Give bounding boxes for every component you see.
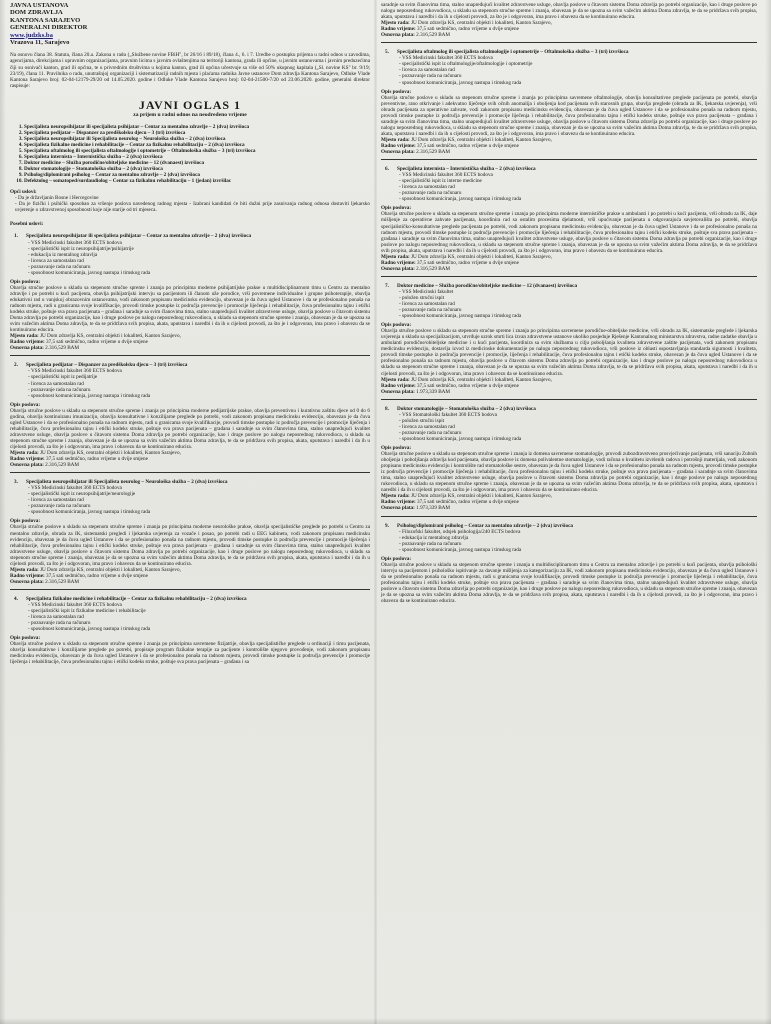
requirement: - poznavanje rada na računaru (28, 503, 370, 509)
value-hours: 37,5 sati sedmično, radno vrijeme u dvije smjene (417, 142, 519, 149)
right-edge-shadow (765, 0, 771, 1024)
job-description: Obavlja stručne poslove u skladu sa stepenom stručne spreme i znanja po principima moderne pedijatrijske prakse, obavlja preventivnu i kurativnu zaštitu djece od 0 do 6 godina, obavlja kontinuiranu imunizaciju, obavlja konsultativne i konzilijarne preglede po potrebi, vodi zakonom propisanu medicinsku evidenciju, obavezan je da čuva ugled Ustanove i da se profesionalno ponaša na radnom mjestu, radi u granicama svoje kvalifikacije, provodi timske postupke iz područja prevencije i promocije liječenja i rehabilitacije, čuva profesionalnu tajnu i etički kodeks struke, poštuje sva prava pacijenata – građana i saradnje sa svim članovima tima, stalno unapređujući kvalitet zdravstvene usluge, obavlja poslove u čitavom sistemu Doma zdravlja po potrebi organizacije, kao i druge poslove po nalogu neposrednog rukovodioca, u skladu sa stepenom stručne spreme i znanja, obavezan je da se upozna sa svim važećim aktima Doma zdravlja, te da se pridržava svih propisa, akata, uputstava i naredbi i da ih u cijelosti provodi, za što je i odgovoran, ima pravo i obavezu da se kontinuirano educira. (10, 407, 370, 450)
job-salary (381, 266, 757, 272)
divider (10, 589, 370, 590)
label-salary: Osnovna plata: (10, 578, 44, 585)
label-salary: Osnovna plata: (10, 462, 44, 469)
job-description-heading: Opis poslova: (10, 278, 41, 285)
label-location: Mjesto rada: (10, 450, 39, 457)
label-salary: Osnovna plata: (381, 505, 415, 512)
divider (381, 276, 757, 277)
value-salary: 1.973,339 BAM (416, 505, 451, 512)
position-item: 1. Specijalista neuropsihijatar ili specijalista psihijatar – Centar za mentalno zdravlje – 2 (dva) izvršioca (24, 124, 370, 130)
left-column (10, 2, 370, 665)
divider (381, 399, 757, 400)
job-number: 2. (14, 362, 18, 369)
employer-header (10, 2, 370, 46)
job-item-9 (381, 523, 757, 605)
requirement: - edukacija iz mentalnog zdravlja (28, 252, 370, 258)
job-description: Obavlja stručne poslove u skladu sa stepenom stručne spreme i znanja po principima savremene oftalmologije, obavlja konsultativne preglede pacijenata po potrebi, obavlja preventivne, rano otkrivanje i adekvatno liječenje svih očnih anomalija i oboljenja kod pacijenata svih starosnih grupa, obavlja preglede (obrada za IK, ljekarska uvjerenja), vrši obradu pacijenata za operativne zahvate, vodi zakonom propisanu medicinsku evidenciju, obavezan je da čuva ugled Ustanove i da se profesionalno ponaša na radnom mjestu, provodi timske postupke iz područja prevencije i promocije liječenja i rehabilitacije, čuva profesionalnu tajnu i etički kodeks struke, poštuje sva prava pacijenata – građana i saradnje sa svim članovima tima, stalno unapređujući kvalitet zdravstvene usluge, obavlja poslove u čitavom sistemu Doma zdravlja po potrebi organizacije, kao i druge poslove po nalogu neposrednog rukovodioca, u skladu sa stepenom stručne spreme i znanja, obavezan je da se upozna sa svim važećim aktima Doma zdravlja, te da se pridržava svih propisa, akata, uputstava i naredbi i da ih u cijelosti provodi, za što je i odgovoran, ima pravo i obavezu da se kontinuirano educira. (381, 94, 757, 137)
special-conditions-heading: Posebni uslovi: (10, 221, 44, 228)
value-salary: 2.316,529 BAM (416, 265, 451, 272)
job-item-8 (381, 406, 757, 517)
job-salary (10, 462, 370, 468)
value-hours: 37,5 sati sedmično, radno vrijeme u dvije smjene (46, 456, 148, 463)
requirement: - poznavanje rada na računaru (28, 387, 370, 393)
job-title-text: Specijalista neuropsihijatar ili specijalista psihijatar – Centar za mentalno zdravlje – 2 (dva) izvršioca (26, 233, 252, 240)
label-location: Mjesto rada: (10, 566, 39, 573)
value-salary: 2.316,529 BAM (45, 578, 80, 585)
value-salary: 1.973,339 BAM (416, 388, 451, 395)
label-hours: Radno vrijeme: (381, 382, 416, 389)
job-description: Obavlja stručne poslove u skladu sa stepenom stručne spreme i znanja iz domena savremene stomatologije, provodi zubozdravstveno prosvjećivanje pacijenata, vrši sanaciju Zubnih oboljenja i poboljšanja zdravlja kod pacijenata, obavlja poslove iz domena polivalentne stomatologije, vodi računa o kvalitetu izvršenih radova i potrošnji materijala, vodi zakonom propisanu medicinsku evidenciju i kontrolište rad stomatološke sestre, obavezan je da čuva ugled Ustanove i da se profesionalno ponaša na radnom mjestu, provodi timske postupke iz područja prevencije i promocije liječenja i rehabilitacije, čuva profesionalnu tajnu i etički kodeks struke, poštuje sva prava pacijenata – građana i saradnje sa svim članovima tima, stalno unapređujući kvalitet zdravstvene usluge, obavlja poslove u čitavom sistemu Doma zdravlja po potrebi organizacije, kao i druge poslove po nalogu neposrednog rukovodioca, u skladu sa stepenom stručne spreme i znanja, obavezan je da se upozna sa svim važećim aktima Doma zdravlja, te da se pridržava svih propisa, akata, uputstava i naredbi i da ih u cijelosti provodi, za što je i odgovoran, ima pravo i obavezu da se kontinuirano educira. (381, 451, 757, 494)
job-item-1 (10, 233, 370, 356)
value-location: JU Dom zdravlja KS, centralni objekti i lokaliteti, Kanton Sarajevo, (39, 566, 181, 573)
header-org-1: JAVNA USTANOVA (10, 2, 69, 9)
job-title-text: Specijalista pedijatar – Dispanzer za predškolsku djecu – 3 (tri) izvršioca (26, 362, 188, 369)
value-location: JU Dom zdravlja KS, centralni objekti i lokaliteti, Kanton Sarajevo, (39, 333, 181, 340)
requirement: - specijalistički ispit iz interne medicine (399, 178, 757, 184)
label-hours: Radno vrijeme: (381, 26, 416, 33)
divider (381, 159, 757, 160)
left-edge-shadow (0, 0, 6, 1024)
value-location: JU Dom zdravlja KS, centralni objekti i lokaliteti, Kanton Sarajevo, (410, 376, 552, 383)
value-location: JU Dom zdravlja KS, centralni objekti i lokaliteti, Kanton Sarajevo, (410, 20, 552, 27)
label-hours: Radno vrijeme: (10, 339, 45, 346)
requirement: - licenca za samostalan rad (28, 381, 370, 387)
label-hours: Radno vrijeme: (10, 572, 45, 579)
job-salary (381, 389, 757, 395)
positions-list (10, 124, 370, 184)
value-salary: 2.316,529 BAM (45, 462, 80, 469)
job-description-heading: Opis poslova: (381, 88, 412, 95)
requirement: - VSS Medicinski fakultet 360 ECTS bodova (28, 368, 370, 374)
label-location: Mjesto rada: (381, 253, 410, 260)
label-salary: Osnovna plata: (381, 388, 415, 395)
bottom-edge-shadow (0, 1018, 771, 1024)
label-salary: Osnovna plata: (381, 32, 415, 39)
value-salary: 2.316,529 BAM (416, 149, 451, 156)
job-requirements (399, 172, 757, 202)
job-requirements (399, 55, 757, 85)
label-location: Mjesto rada: (381, 20, 410, 27)
requirement: - VSS Medicinski fakultet 360 ECTS bodova (28, 602, 370, 608)
label-hours: Radno vrijeme: (10, 456, 45, 463)
requirement: - specijalistički ispit iz fizikalne medicine i rehabilitacije (28, 608, 370, 614)
job-title-text: Specijalista neuropsihijatar ili Specijalista neurolog – Neurološka služba – 2 (dva) izvršioca (26, 479, 228, 486)
job-requirements (28, 368, 370, 398)
general-conditions-heading: Opći uslovi: (10, 189, 37, 196)
requirement: - sposobnost komuniciranja, javnog nastupa i timskog rada (399, 80, 757, 86)
value-location: JU Dom zdravlja KS, centralni objekti i lokaliteti, Kanton Sarajevo, (410, 136, 552, 143)
divider (10, 472, 370, 473)
value-hours: 37,5 sati sedmično, radno vrijeme u dvije smjene (417, 26, 519, 33)
job-number: 1. (14, 233, 18, 240)
job-description-heading: Opis poslova: (10, 401, 41, 408)
divider (381, 516, 757, 517)
job-requirements (399, 412, 757, 442)
divider (381, 42, 757, 43)
requirement: - sposobnost komuniciranja, javnog nastupa i timskog rada (28, 393, 370, 399)
position-item: 7. Doktor medicine – Služba porodične/obiteljske medicine – 12 (dvanaest) izvršioca (24, 160, 370, 166)
job-item-3 (10, 479, 370, 590)
general-condition: - Da je fizički i psihički sposoban za vršenje poslova navedenog radnog mjesta - Izabrani kandidati će biti dužni prije zasnivanja radnog odnosa dostaviti ljekarsko uvjerenje o zdravstvenoj sposobnosti koje nije starije od tri mjeseca. (15, 201, 370, 213)
job-salary (381, 32, 757, 38)
job-description-heading: Opis poslova: (381, 322, 412, 329)
requirement: - VSS Medicinski fakultet 360 ECTS bodova (399, 55, 757, 61)
requirement: - sposobnost komuniciranja, javnog nastupa i timskog rada (28, 509, 370, 515)
right-column (381, 2, 757, 604)
job-title-text: Specijalista oftalmolog ili specijalista oftalmologije i optometrije – Oftalmološka služba – 3 (tri) izvršioca (397, 49, 629, 56)
position-item: 6. Specijalista internista – Internistička služba – 2 (dva) izvršioca (24, 154, 370, 160)
job-description: Obavlja stručne poslove u skladu sa stepenom stručne spreme i znanja po principima savremene fizijatrije, obavlja specijalističke preglede u ordinaciji i timu pacijenata, obavlja konsultativne i konzilijarne preglede po potrebi, propisuje program fizikalne terapije za pacijente i kontrolište njegovo provođenje, vodi zakonom propisanu medicinsku evidenciju, obavezan je da čuva ugled Ustanove i da se profesionalno ponaša na radnom mjestu, provodi timske postupke iz područja prevencije i promocije liječenja i rehabilitacije, čuva profesionalnu tajnu i etički kodeks struke, poštuje sva prava pacijenata – građana i sa (10, 641, 370, 666)
label-salary: Osnovna plata: (381, 265, 415, 272)
job-description: Obavlja stručne poslove u skladu sa stepenom stručne spreme i znanja po principima moderne neurološke prakse, obavlja specijalističke preglede po potrebi u Centru za mentalno zdravlje, obrada za IK, sistematski pregledi i ljekarska uvjerenja za vozače i posao, po potrebi radi u EEG kabinetu, vodi zakonom propisanu medicinsku evidenciju, obavezan je da čuva ugled Ustanove i da se profesionalno ponaša na radnom mjestu, provodi timske postupke iz područja prevencije i promocije liječenja i rehabilitacije, čuva profesionalnu tajnu i etički kodeks struke, poštuje sva prava pacijenata – građana i saradnje sa svim članovima tima, stalno unapređujući kvalitet zdravstvene usluge, obavlja poslove u čitavom sistemu Doma zdravlja po potrebi organizacije, kao i druge poslove po nalogu neposrednog rukovodioca, u skladu sa stepenom stručne spreme i znanja, obavezan je da se upozna sa svim važećim aktima Doma zdravlja, te da se pridržava svih propisa, akata, uputstava i naredbi i da ih u cijelosti provodi, za što je i odgovoran, ima pravo i obavezu da se kontinuirano educira. (10, 524, 370, 567)
value-hours: 37,5 sati sedmično, radno vrijeme u dvije smjene (417, 499, 519, 506)
requirement: - specijalistički ispit iz neuropsihijatrije/neurologije (28, 491, 370, 497)
header-org-3: KANTONA SARAJEVO (10, 16, 81, 24)
job-number: 9. (385, 522, 389, 529)
requirement: - VSS Medicinski fakultet 360 ECTS bodova (28, 240, 370, 246)
requirement: - VSS Stomatološki fakultet 360 ECTS bodova (399, 412, 757, 418)
requirement: - licenca za samostalan rad (399, 67, 757, 73)
title-block (10, 99, 370, 118)
requirement: - licenca za samostalan rad (399, 424, 757, 430)
job-item-6 (381, 166, 757, 277)
job-title-text: Doktor stomatologije – Stomatološka služba – 2 (dva) izvršioca (397, 405, 536, 412)
job-description-heading: Opis poslova: (381, 445, 412, 451)
position-item: 5. Specijalista oftalmolog ili specijalista oftalmologije i optometrije – Oftalmološka služba – 3 (tri) izvršioca (24, 148, 370, 154)
job-title-text: Psiholog/diplomirani psiholog – Centar za mentalno zdravlje – 2 (dva) izvršioca (397, 522, 573, 529)
requirement: - licenca za samostalan rad (399, 184, 757, 190)
value-hours: 37,5 sati sedmično, radno vrijeme u dvije smjene (417, 259, 519, 266)
value-hours: 37,5 sati sedmično, radno vrijeme u dvije smjene (46, 339, 148, 346)
value-location: JU Dom zdravlja KS, centralni objekti i lokaliteti, Kanton Sarajevo, (410, 493, 552, 500)
job-item-5 (381, 49, 757, 160)
job-title-text: Specijalista internista – Internistička služba – 2 (dva) izvršioca (397, 166, 536, 173)
job-number: 5. (385, 49, 389, 56)
page-fold (374, 0, 377, 1024)
job-description: Obavlja stručne poslove u skladu sa stepenom stručne spreme i znanja po principima savremene porodične-obiteljske medicine, vrši obradu za IK, sistematske preglede i ljekarska uvjerenja u skladu sa specijalizacijom, utvrđuje uzrok smrti lica izvan zdravstvene ustanove ukoliko posjeduje Rješenje Kantonalnog ministarstva zdravstva, radne zadatke obavlja u ambulanti porodične/obiteljske medicine i u kući pacijenta, koordinira sa svim službama u cilju poboljšanja kvaliteta zdravstvene zaštite pacijenata, vodi zakonom propisanu medicinsku evidenciju, dostavlja izvod iz medicinske dokumentacije po nalogu neposrednog rukovodioca, vrši poslove iz oblasti uspostavljanja standarda sigurnosti i kvaliteta, provodi timske postupke iz područja prevencije i promocije, liječenja i rehabilitacije, čuva profesionalnu tajnu i etički kodeks struke, obavezan je da čuva ugled Ustanove i da se profesionalno ponaša na radnom mjestu, obavlja poslove u čitavom sistemu Doma zdravlja po potrebi organizacije, kao i druge poslove po nalogu neposrednog rukovodioca u skladu sa stepenom stručne spreme i znanja, obavezan je da se upozna sa svim važećim aktima Doma zdravlja, te da se pridržava svih propisa, akata, uputstava i naredbi i da ih u cijelosti provodi, za što je i odgovoran, ima pravo i obavezu da se kontinuirano educira. (381, 328, 757, 377)
label-salary: Osnovna plata: (381, 149, 415, 156)
requirement: - poznavanje rada na računaru (28, 264, 370, 270)
job-description-heading: Opis poslova: (381, 205, 412, 212)
requirement: - specijalistički ispit iz oftalmologije/oftalmologije i optometrije (399, 61, 757, 67)
requirement: - specijalistički ispit iz pedijatrije (28, 374, 370, 380)
header-org-4: GENERALNI DIREKTOR (10, 24, 88, 32)
position-item: 10. Defektolog – somatoped/surdaudiolog – Centar za fizikalnu rehabilitaciju – 1 (jedan) izvršilac (24, 178, 370, 184)
requirement: - licenca za samostalan rad (28, 497, 370, 503)
job-requirements (28, 485, 370, 515)
position-item: 8. Doktor stomatologije – Stomatološka služba – 2 (dva) izvršioca (24, 166, 370, 172)
position-item: 4. Specijalista fizikalne medicine i rehabilitacije – Centar za fizikalnu rehabilitaciju – 2 (dva) izvršioca (24, 142, 370, 148)
job-number: 4. (14, 595, 18, 602)
label-location: Mjesto rada: (381, 136, 410, 143)
label-hours: Radno vrijeme: (381, 259, 416, 266)
job-requirements (28, 240, 370, 276)
requirement: - poznavanje rada na računaru (399, 307, 757, 313)
requirement: - sposobnost komuniciranja, javnog nastupa i timskog rada (28, 270, 370, 276)
job-item-7 (381, 283, 757, 400)
job-number: 3. (14, 479, 18, 486)
job-requirements (399, 289, 757, 319)
label-location: Mjesto rada: (10, 333, 39, 340)
job-description-heading: Opis poslova: (381, 555, 412, 562)
requirement: - licenca za samostalan rad (399, 301, 757, 307)
requirement: - sposobnost komuniciranja, javnog nastupa i timskog rada (399, 436, 757, 442)
job-item-4 (10, 596, 370, 666)
requirement: - sposobnost komuniciranja, javnog nastupa i timskog rada (28, 626, 370, 632)
requirement: - poznavanje rada na računaru (399, 541, 757, 547)
label-location: Mjesto rada: (381, 376, 410, 383)
requirement: - položen stručni ispit (399, 295, 757, 301)
header-org-2: DOM ZDRAVLJA (10, 9, 63, 17)
value-location: JU Dom zdravlja KS, centralni objekti i lokaliteti, Kanton Sarajevo, (410, 253, 552, 260)
position-item: 9. Psiholog/diplomirani psiholog – Centar za mentalno zdravlje – 2 (dva) izvršioca (24, 172, 370, 178)
requirement: - poznavanje rada na računaru (28, 620, 370, 626)
requirement: - poznavanje rada na računaru (399, 190, 757, 196)
value-hours: 37,5 sati sedmično, radno vrijeme u dvije smjene (417, 382, 519, 389)
value-hours: 37,5 sati sedmično, radno vrijeme u dvije smjene (46, 572, 148, 579)
requirement: - licenca za samostalan rad (28, 614, 370, 620)
job-salary (10, 579, 370, 585)
requirement: - sposobnost komuniciranja, javnog nastupa i timskog rada (399, 196, 757, 202)
label-hours: Radno vrijeme: (381, 499, 416, 506)
job-description: Obavlja stručne poslove u skladu sa stepenom stručne spreme i znanja po principima moderne psihijatrijske prakse u multidisciplinarnom timu u Centru za mentalno zdravlje i po potrebi u kući pacijenta, obavlja psihijatrijski intervju sa pacijentom ili članom uže porodice, vrši povremene individualne i grupne psihoterapije, obavlja edukativni rad u vanjskoj obrazovnim ustanovama, vodi zakonom propisanu medicinsku evidenciju, obavezan je da čuva ugled Ustanove i da se profesionalno ponaša na radnom mjestu, radi u granicama svoje kvalifikacije, provodi timske postupke iz područja prevencije i promocije liječenja i rehabilitacije, čuva profesionalnu tajnu i etički kodeks struke, poštuje sva prava pacijenata – građana i saradnje sa svim članovima tima, stalno unapređujući kvalitet zdravstvene usluge, obavlja poslove u čitavom sistemu Doma zdravlja po potrebi organizacije, kao i druge poslove po nalogu neposrednog rukovodioca, u skladu sa stepenom stručne spreme i znanja, obavezan je da se upozna sa svim važećim aktima Doma zdravlja, te da se pridržava svih propisa, akata, uputstava i naredbi i da ih u cijelosti provodi, za što je i odgovoran, ima pravo i obavezu da se kontinuirano educira. (10, 284, 370, 334)
page-subtitle: za prijem u radni odnos na neodređeno vrijeme (133, 111, 247, 118)
job-requirements (399, 529, 757, 553)
label-location: Mjesto rada: (381, 493, 410, 500)
value-location: JU Dom zdravlja KS, centralni objekti i lokaliteti, Kanton Sarajevo, (39, 450, 181, 457)
value-salary: 2.316,529 BAM (45, 345, 80, 352)
job-salary (381, 149, 757, 155)
general-conditions-list (15, 195, 370, 213)
position-item: 2. Specijalista pedijatar – Dispanzer za predškolsku djecu – 3 (tri) izvršioca (24, 130, 370, 136)
legal-intro: Na osnovu člana 38. Statuta, člana 20.a. Zakona o radu („Službene novine FBiH", br 26/16 i 89/18), člana 4., 6. i 7. Uredbe o postupku prijema u radni odnos u zavodima, agencijama, direkcijama i upravnim organizacijama, pravnim licima s javnim ovlaštenjima na teritoriji kantona, grada ili općine, u javnim ustanovama i javnim preduzećima čiji su osnivači kanton, grad ili općina, te u privrednim društvima u kojima kanton, grad ili općina učestvuje sa više od 50% ukupnog kapitala („Sl. novine KS" br. 9/19; 23/19), člana 11. Pravilnika o radu, unutrašnjoj organizaciji i sistematizaciji radnih mjesta i plaćama radnika Javne ustanove Dom zdravlja Kantona Sarajevo, Odluke Vlade Kantona Sarajevo broj: 02-04-12179-29/20 od 14.05.2020. godine i Odluke Vlade Kantona Sarajevo broj: 02-04-21500-7/20 od 23.06.2020. godine, generalni direktor raspisuje: (10, 52, 370, 89)
requirement: - Filozofski fakultet, odsjek psihologija/240 ECTS bodova (399, 529, 757, 535)
general-condition: - Da je državljanin Bosne i Hercegovine (15, 195, 370, 201)
job-description-continued: saradnje sa svim članovima tima, stalno unapređujući kvalitet zdravstvene usluge, obavlja poslove u čitavom sistemu Doma zdravlja po potrebi organizacije, kao i druge poslove po nalogu neposrednog rukovodioca, u skladu sa stepenom stručne spreme i znanja, obavezan je da se upozna sa svim važećim aktima Doma zdravlja, te da se pridržava svih propisa, akata, uputstava i naredbi i da ih u cijelosti provodi, za što je i odgovoran, ima pravo i obavezu da se kontinuirano educira. (381, 2, 757, 21)
job-title-text: Doktor medicine – Služba porodične/obiteljske medicine – 12 (dvanaest) izvršioca (397, 282, 578, 289)
job-requirements (28, 602, 370, 632)
job-number: 7. (385, 282, 389, 289)
label-hours: Radno vrijeme: (381, 142, 416, 149)
page-title: JAVNI OGLAS 1 (138, 97, 242, 112)
job-number: 8. (385, 405, 389, 412)
requirement: - poznavanje rada na računaru (399, 73, 757, 79)
job-description-heading: Opis poslova: (10, 518, 41, 525)
job-salary (10, 345, 370, 351)
job-description: Obavlja stručne poslove u skladu sa stepenom stručne spreme i znanja po principima moderne internističke prakse u ambulanti i po potrebi u kući pacijenta, vrši obradu za IK, daje mišljenje za operativne zahvate pacijenata, koordinira rad sa ostalim procesima djelatnosti, vrši upućivanje pacijenata u odgovarajuća savjetovališta po potrebi, obavlja specijalističko-konsultativne preglede pacijenata po potrebi, vodi zakonom propisanu medicinsku evidenciju, obavezan je da čuva ugled Ustanove i da se profesionalno ponaša na radnom mjestu, provodi timske postupke iz područja prevencije i promocije liječenja i rehabilitacije, čuva profesionalnu tajnu i etički kodeks struke, poštuje sva prava pacijenata – građana i saradnje sa svim članovima tima, stalno unapređujući kvalitet zdravstvene usluge, obavlja poslove u čitavom sistemu Doma zdravlja po potrebi organizacije, kao i druge poslove po nalogu neposrednog rukovodioca, u skladu sa stepenom stručne spreme i znanja, obavezan je da se upozna sa svim važećim aktima Doma zdravlja, te da se pridržava svih propisa, akata, uputstava i naredbi i da ih u cijelosti provodi, za što je i odgovoran, ima pravo i obavezu da se kontinuirano educira. (381, 211, 757, 254)
job-title-text: Specijalista fizikalne medicine i rehabilitacije – Centar za fizikalnu rehabilitaciju – 2 (dva) izvršioca (26, 595, 247, 602)
job-description-heading: Opis poslova: (10, 635, 41, 642)
requirement: - sposobnost komuniciranja, javnog nastupa i timskog rada (399, 313, 757, 319)
requirement: - VSS Medicinski fakultet 360 ECTS bodova (28, 485, 370, 491)
value-salary: 2.316,529 BAM (416, 32, 451, 39)
requirement: - poznavanje rada na računaru (399, 430, 757, 436)
requirement: - položen stručni ispit (399, 418, 757, 424)
header-website-link[interactable]: www.judzks.ba (10, 31, 53, 39)
requirement: - edukacija iz mentalnog zdravlja (399, 535, 757, 541)
job-number: 6. (385, 166, 389, 173)
job-description: Obavlja stručne poslove u skladu sa stepenom stručne spreme i znanja u multidisciplinarnom timu u Centru za mentalno zdravlje i po potrebi u kući pacijenta, obavlja psihološki intervju sa pacijentom i psihološko ispitivanje za davanje mišljenja za kategorizaciju za IK, vodi zakonom propisanu medicinsku evidenciju, obavezan je da čuva ugled Ustanove i da se profesionalno ponaša na radnom mjestu, radi u granicama svoje kvalifikacije, provodi timske postupke iz područja prevencije i promocije liječenja i rehabilitacije, čuva profesionalnu tajnu i etički kodeks struke, poštuje sva prava pacijenata – građana i saradnje sa svim članovima tima, stalno unapređujući kvalitet zdravstvene usluge, obavlja poslove u čitavom sistemu Doma zdravlja po potrebi organizacije, kao i druge poslove po nalogu neposrednog rukovodioca, u skladu sa stepenom stručne spreme i znanja, obavezan je da se upozna sa svim važećim aktima Doma zdravlja, te da se pridržava svih propisa, akata, uputstava i naredbi i da ih u cijelosti provodi, za što je i odgovoran, ima pravo i obavezu da se kontinuirano educira. (381, 561, 757, 605)
requirement: - VSS Medicinski fakultet (399, 289, 757, 295)
position-item: 3. Specijalista neuropsihijatar ili Specijalista neurolog – Neurološka služba – 2 (dva) izvršioca (24, 136, 370, 142)
job-item-2 (10, 362, 370, 473)
header-address: Vrazova 11, Sarajevo (10, 39, 70, 47)
divider (10, 355, 370, 356)
job-salary (381, 505, 757, 511)
requirement: - sposobnost komuniciranja, javnog nastupa i timskog rada (399, 547, 757, 553)
requirement: - specijalistički ispit iz neuropsihijatrije/psihijatrije (28, 246, 370, 252)
label-salary: Osnovna plata: (10, 345, 44, 352)
requirement: - VSS Medicinski fakultet 360 ECTS bodova (399, 172, 757, 178)
requirement: - licenca za samostalan rad (28, 258, 370, 264)
